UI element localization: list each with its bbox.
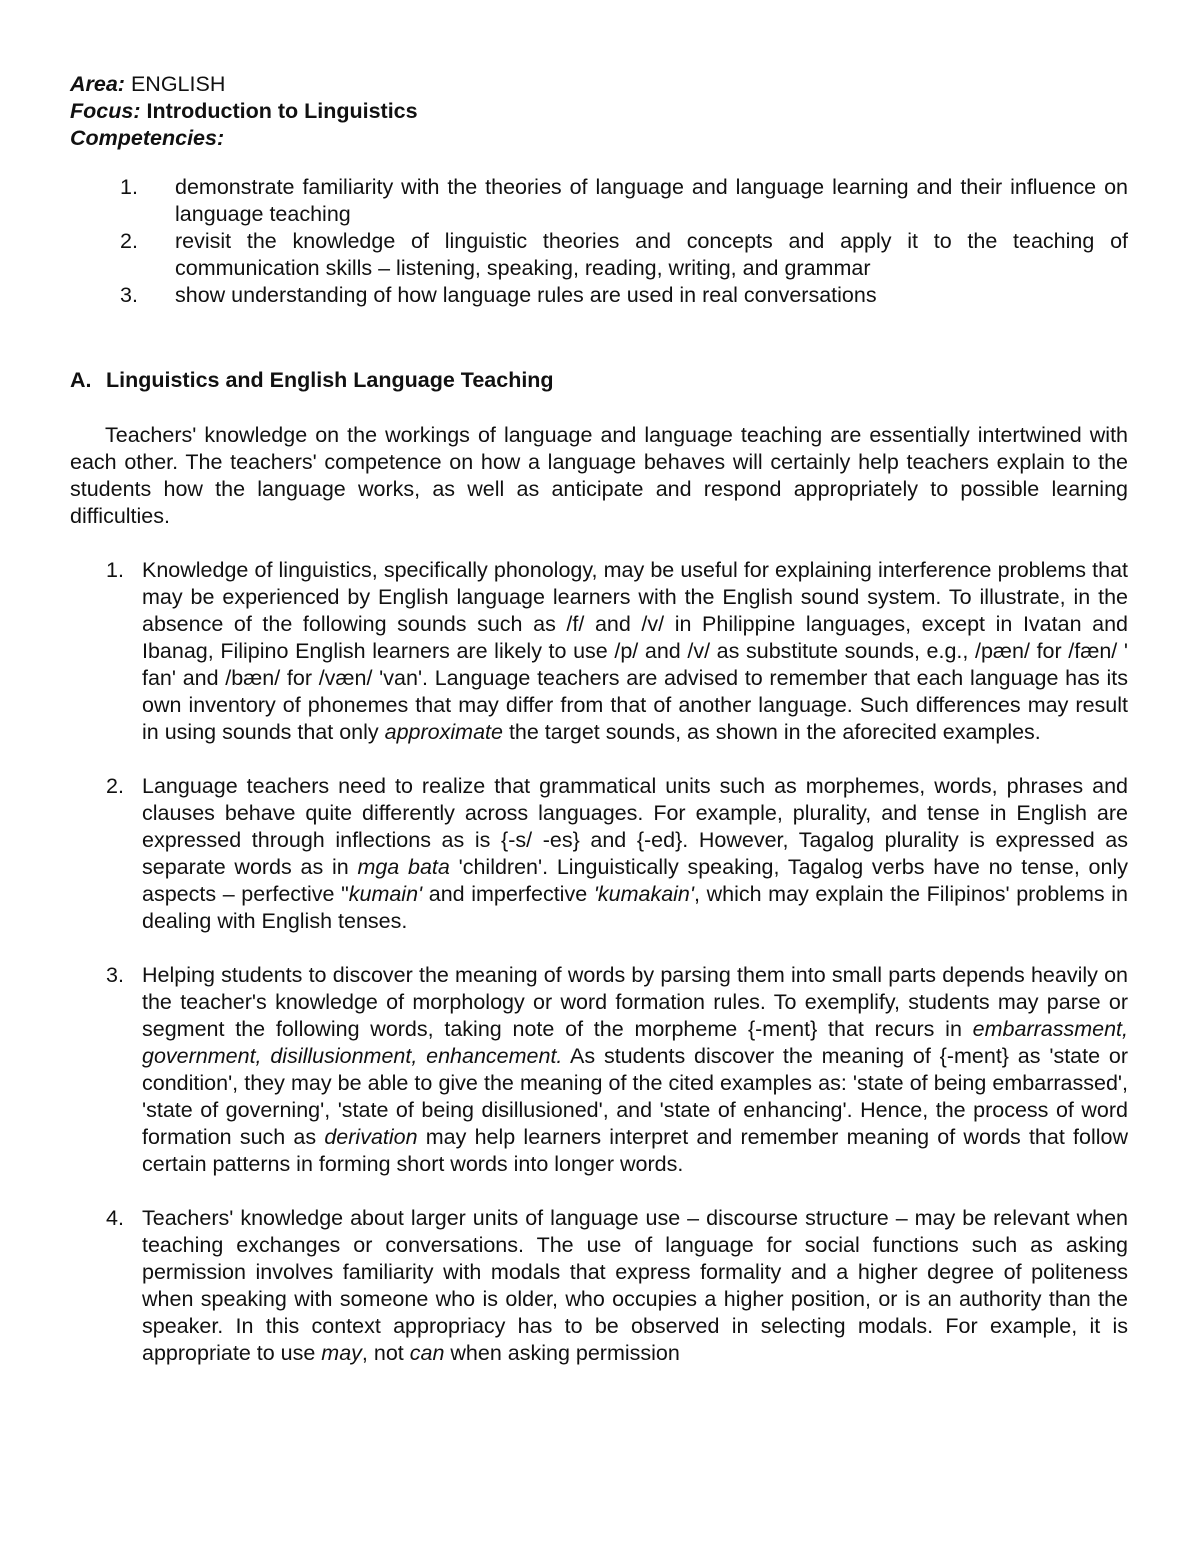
point-text: Helping students to discover the meaning of words by parsing them into small parts depends heavily on the teacher's knowledge of morphology or word formation rules. To exemplify, students may parse or segment the following words, taking note of the morpheme {-ment} that recurs in embarrassment, government, disillusionment, enhancement. As students discover the meaning of {-ment} as 'state or condition', they may be able to give the meaning of the cited examples as: 'state of being embarrassed', 'state of governing', 'state of being disillusioned', and 'state of enhancing'. Hence, the process of word formation such as derivation may help learners interpret and remember meaning of words that follow certain patterns in forming short words into longer words. [142,963,1128,1176]
competencies-list [70,174,1128,309]
point-item [70,962,1128,1178]
points-list [70,557,1128,1367]
section-intro-paragraph: Teachers' knowledge on the workings of language and language teaching are essentially intertwined with each other. The teachers' competence on how a language behaves will certainly help teachers explain to the students how the language works, as well as anticipate and respond appropriately to possible learning difficulties. [70,423,1128,528]
point-text: Language teachers need to realize that grammatical units such as morphemes, words, phrases and clauses behave quite differently across languages. For example, plurality, and tense in English are expressed through inflections as is {-s/ -es} and {-ed}. However, Tagalog plurality is expressed as separate words as in mga bata 'children'. Linguistically speaking, Tagalog verbs have no tense, only aspects – perfective "kumain' and imperfective 'kumakain', which may explain the Filipinos' problems in dealing with English tenses. [142,774,1128,933]
focus-value: Introduction to Linguistics [146,99,418,123]
section-letter: A. [70,368,92,392]
competency-text: show understanding of how language rules are used in real conversations [175,283,877,307]
document-page [70,71,1128,1367]
competency-text: demonstrate familiarity with the theories of language and language learning and their influence on language teaching [175,175,1128,226]
point-item [70,773,1128,935]
competency-number: 1. [120,175,138,199]
section-title: Linguistics and English Language Teaching [106,368,554,392]
competency-number: 3. [120,283,138,307]
point-number: 4. [106,1206,124,1230]
point-number: 1. [106,558,124,582]
point-text: Teachers' knowledge about larger units of language use – discourse structure – may be relevant when teaching exchanges or conversations. The use of language for social functions such as asking permission involves familiarity with modals that express formality and a higher degree of politeness when speaking with someone who is older, who occupies a higher position, or is an authority than the speaker. In this context appropriacy has to be observed in selecting modals. For example, it is appropriate to use may, not can when asking permission [142,1206,1128,1365]
competency-item [70,228,1128,282]
focus-line [70,98,1128,125]
point-number: 2. [106,774,124,798]
area-value: ENGLISH [130,72,226,96]
point-text: Knowledge of linguistics, specifically phonology, may be useful for explaining interference problems that may be experienced by English language learners with the English sound system. To illustrate, in the absence of the following sounds such as /f/ and /v/ in Philippine languages, except in Ivatan and Ibanag, Filipino English learners are likely to use /p/ and /v/ as substitute sounds, e.g., /pæn/ for /fæn/ ' fan' and /bæn/ for /væn/ 'van'. Language teachers are advised to remember that each language has its own inventory of phonemes that may differ from that of another language. Such differences may result in using sounds that only approximate the target sounds, as shown in the aforecited examples. [142,558,1128,744]
competency-number: 2. [120,229,138,253]
competency-item [70,174,1128,228]
point-item [70,557,1128,746]
point-item [70,1205,1128,1367]
competencies-label: Competencies: [70,126,225,150]
area-label: Area: [70,72,125,96]
area-line [70,71,1128,98]
competency-text: revisit the knowledge of linguistic theories and concepts and apply it to the teaching of communication skills – listening, speaking, reading, writing, and grammar [175,229,1128,280]
point-number: 3. [106,963,124,987]
focus-label: Focus: [70,99,141,123]
section-heading [70,367,1128,394]
competency-item [70,282,1128,309]
competencies-line [70,125,1128,152]
